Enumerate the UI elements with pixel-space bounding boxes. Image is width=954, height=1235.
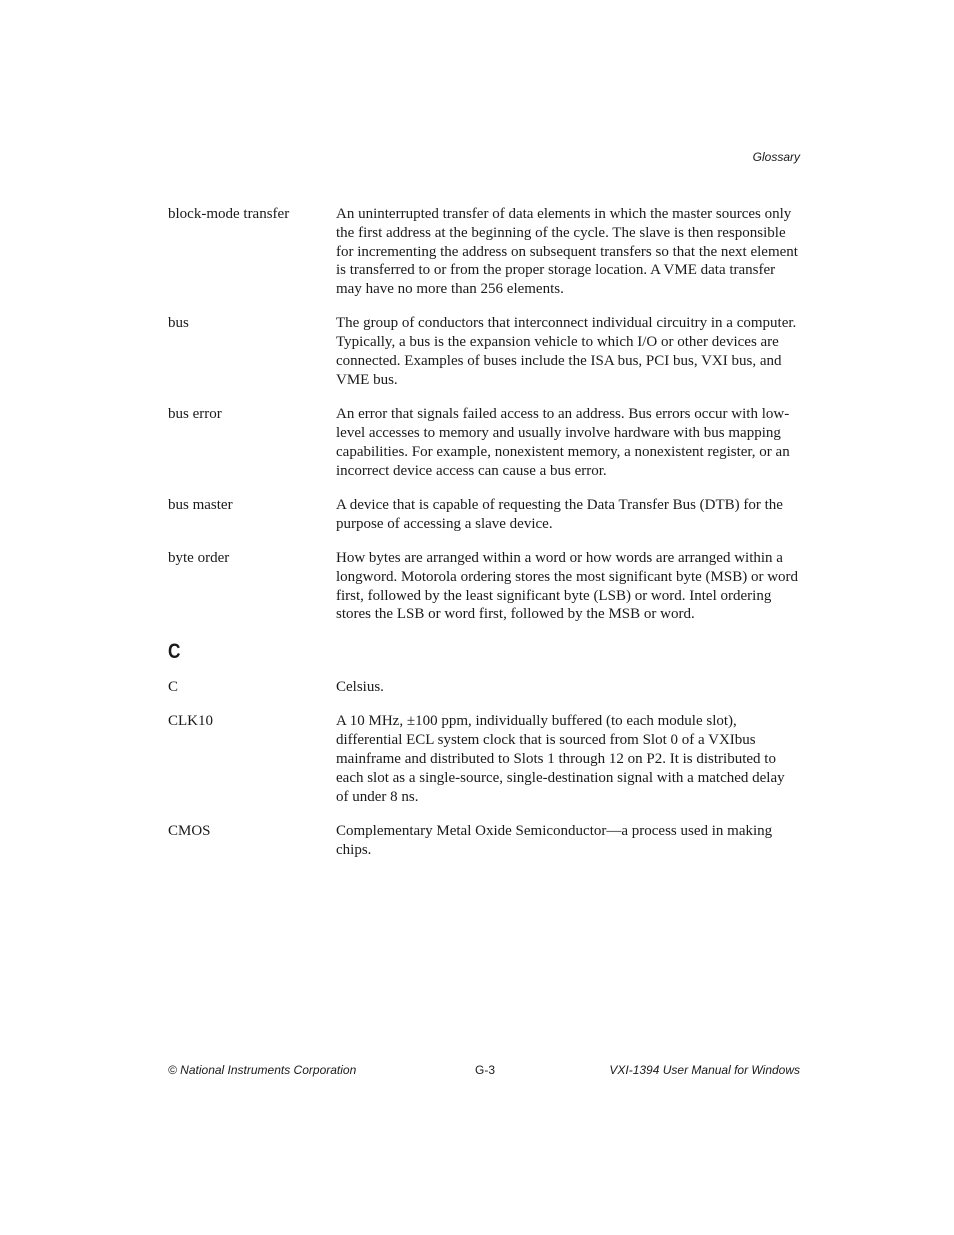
footer-manual-title: VXI-1394 User Manual for Windows <box>609 1063 800 1077</box>
glossary-term: C <box>168 679 179 696</box>
glossary-entry <box>168 678 800 697</box>
glossary-entry <box>168 205 800 299</box>
glossary-term: bus error <box>168 406 222 423</box>
glossary-list <box>168 205 800 875</box>
glossary-definition: An uninterrupted transfer of data elements in which the master sources only the first address at the beginning of the cycle. The slave is then responsible for incrementing the address on subsequent transfers so that the next element is transferred to or from the proper storage location. A VME data transfer may have no more than 256 elements. <box>336 206 798 298</box>
glossary-entry <box>168 712 800 806</box>
footer-page-number: G-3 <box>475 1063 496 1077</box>
glossary-definition: A 10 MHz, ±100 ppm, individually buffered (to each module slot), differential ECL system clock that is sourced from Slot 0 of a VXIbus mainframe and distributed to Slots 1 through 12 on P2. It is distributed to each slot as a single-source, single-destination signal with a matched delay of under 8 ns. <box>336 713 785 805</box>
glossary-definition: The group of conductors that interconnect individual circuitry in a computer. Typically, a bus is the expansion vehicle to which I/O or other devices are connected. Examples of buses include the ISA bus, PCI bus, VXI bus, and VME bus. <box>336 315 797 388</box>
glossary-term: CMOS <box>168 822 211 839</box>
glossary-term: bus <box>168 315 189 332</box>
glossary-entry <box>168 405 800 480</box>
running-header: Glossary <box>752 150 800 164</box>
glossary-definition: Celsius. <box>336 679 384 696</box>
glossary-entry <box>168 496 800 534</box>
glossary-term: CLK10 <box>168 713 213 730</box>
page-footer <box>168 1062 800 1078</box>
glossary-entry <box>168 314 800 389</box>
glossary-definition: Complementary Metal Oxide Semiconductor—a process used in making chips. <box>336 822 773 858</box>
section-heading: C <box>168 640 181 664</box>
glossary-definition: An error that signals failed access to an address. Bus errors occur with low-level accesses to memory and usually involve hardware with bus mapping capabilities. For example, nonexistent memory, a nonexistent register, or an incorrect device access can cause a bus error. <box>336 406 790 479</box>
glossary-definition: A device that is capable of requesting the Data Transfer Bus (DTB) for the purpose of accessing a slave device. <box>336 496 783 532</box>
glossary-term: byte order <box>168 549 230 566</box>
glossary-term: bus master <box>168 496 233 513</box>
glossary-term: block-mode transfer <box>168 206 290 222</box>
glossary-entry <box>168 822 800 860</box>
glossary-definition: How bytes are arranged within a word or how words are arranged within a longword. Motorola ordering stores the most significant byte (MSB) or word first, followed by the least significant byte (LSB) or word. Intel ordering stores the LSB or word first, followed by the MSB or word. <box>336 549 799 623</box>
glossary-entry <box>168 549 800 624</box>
footer-copyright: © National Instruments Corporation <box>168 1063 357 1077</box>
